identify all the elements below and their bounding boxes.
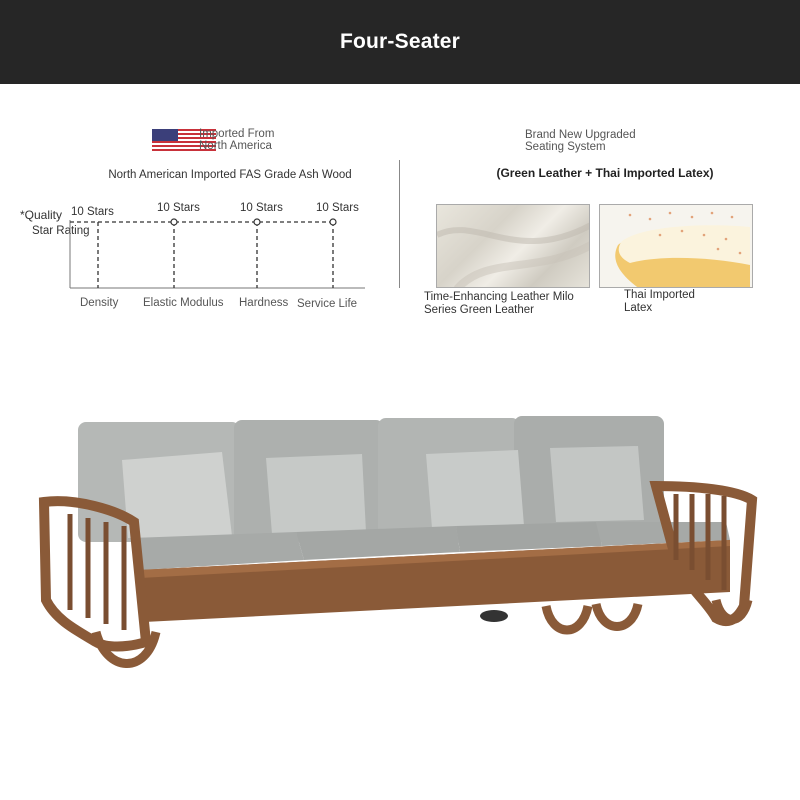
origin-line1: Imported From: [199, 128, 275, 140]
star-value-hardness: 10 Stars: [240, 202, 283, 214]
latex-caption: [624, 289, 695, 315]
star-value-elastic: 10 Stars: [157, 202, 200, 214]
leather-caption-line2: Series Green Leather: [424, 304, 534, 316]
leather-swatch-image: [436, 204, 590, 288]
category-elastic: Elastic Modulus: [143, 297, 224, 309]
section-divider: [399, 160, 400, 288]
star-value-service: 10 Stars: [316, 202, 359, 214]
chart-point-hardness: [254, 219, 260, 225]
latex-caption-line2: Latex: [624, 302, 653, 314]
seating-subtitle: (Green Leather + Thai Imported Latex): [496, 166, 714, 180]
origin-line2: North America: [199, 140, 272, 152]
rating-label: *Quality: [20, 208, 63, 222]
seating-line2: Seating System: [525, 141, 606, 153]
seating-title: [525, 129, 636, 153]
chart-point-elastic: [171, 219, 177, 225]
leather-caption: [424, 291, 574, 317]
category-service: Service Life: [297, 298, 358, 310]
chart-point-service: [330, 219, 336, 225]
latex-swatch-image: [599, 204, 753, 288]
star-value-density: 10 Stars: [71, 206, 114, 218]
category-hardness: Hardness: [239, 297, 289, 309]
sofa-image: [36, 410, 766, 680]
seating-line1: Brand New Upgraded: [525, 129, 636, 141]
category-density: Density: [80, 297, 119, 309]
page-header: [0, 0, 800, 84]
rating-sublabel: Star Rating: [32, 225, 90, 237]
wood-title: North American Imported FAS Grade Ash Wood: [108, 169, 352, 181]
page-title: Four-Seater: [339, 30, 461, 53]
leather-caption-line1: Time-Enhancing Leather Milo: [424, 291, 574, 303]
latex-caption-line1: Thai Imported: [624, 289, 695, 301]
origin-text: [199, 128, 274, 152]
